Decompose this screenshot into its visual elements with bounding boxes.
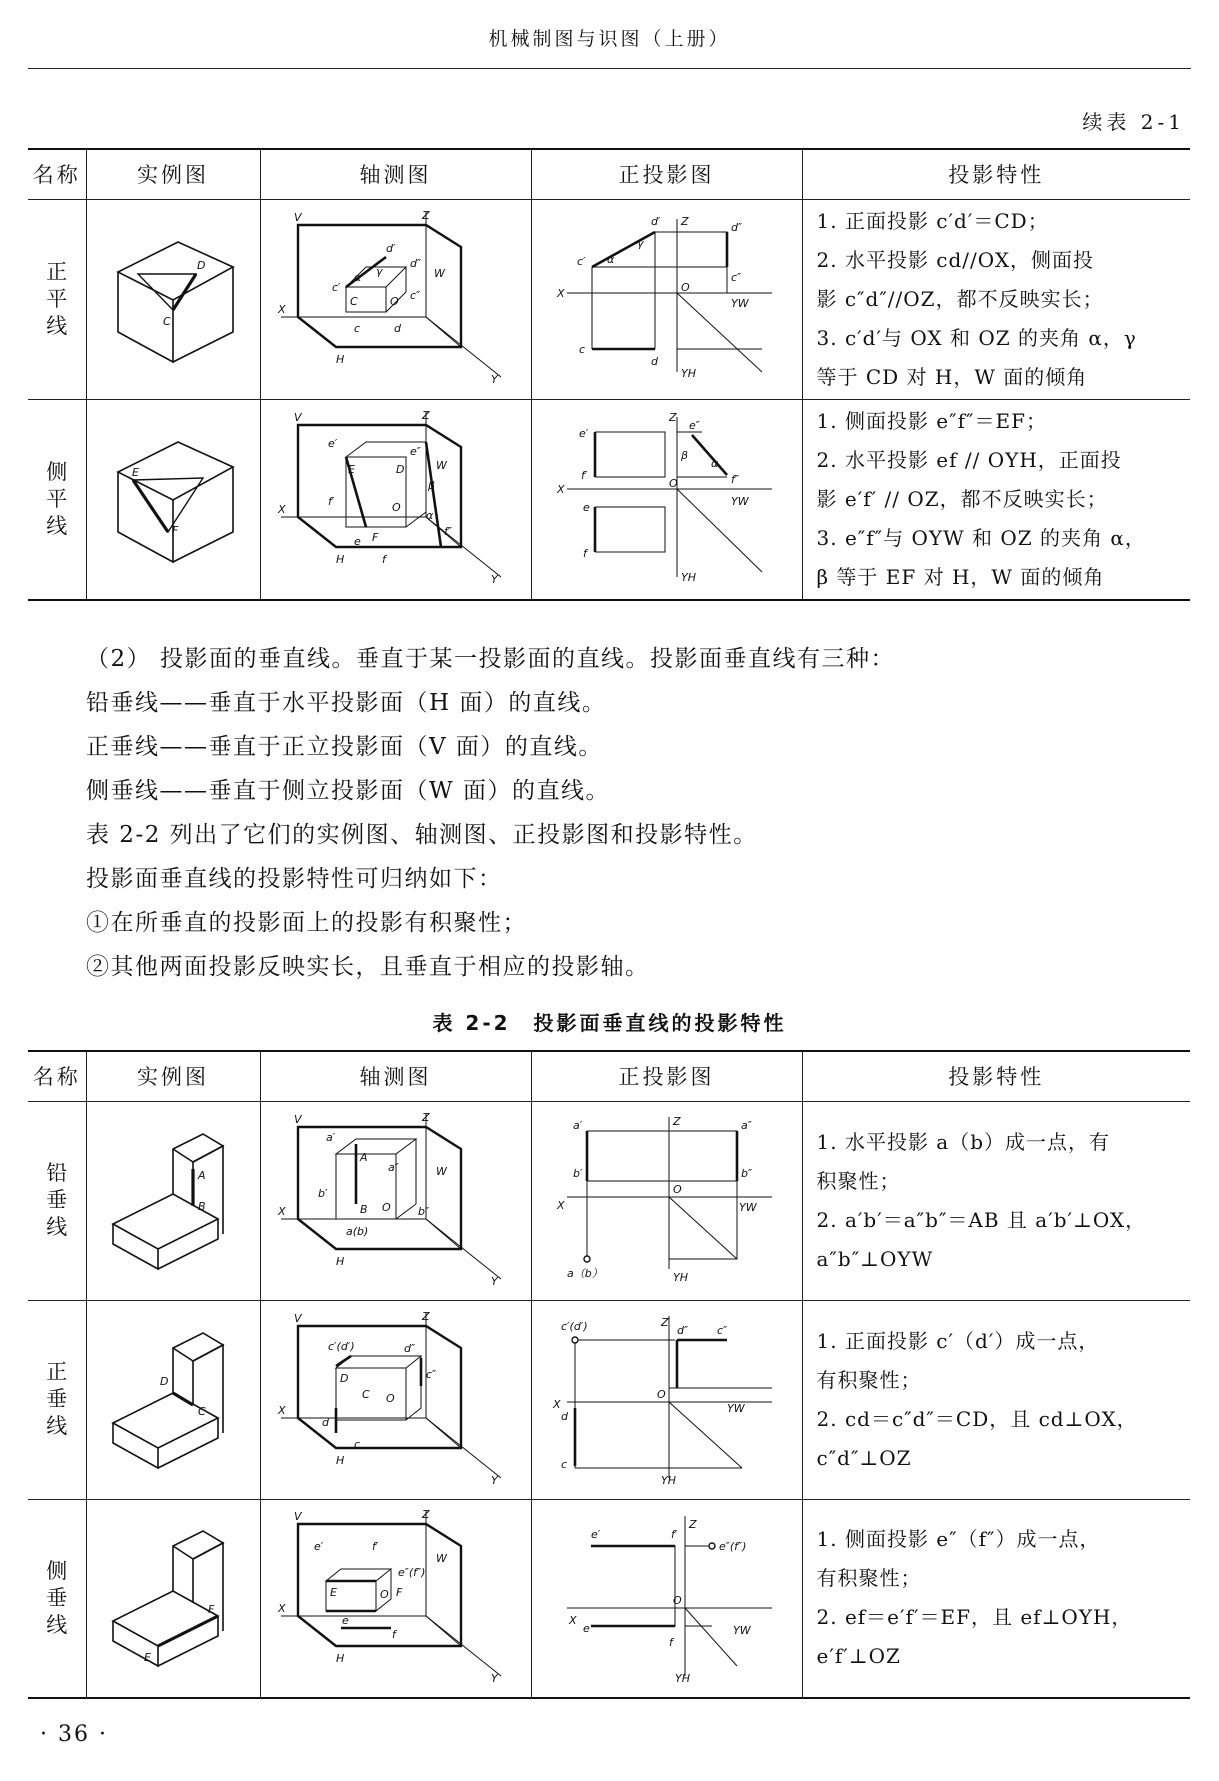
running-head: 机械制图与识图（上册） (488, 28, 731, 50)
table-row (28, 1499, 1190, 1698)
vertical-line-axonometric-drawing (276, 1109, 516, 1289)
figure-label: α (353, 271, 361, 284)
figure-label: X (568, 1614, 577, 1628)
figure-label: f″ (730, 473, 739, 486)
profile-perpendicular-axonometric-drawing (276, 1506, 516, 1686)
figure-label: O (672, 1182, 682, 1196)
figure-label: c′ (331, 281, 341, 294)
table-row (28, 399, 1190, 600)
figure-label: d′ (650, 215, 660, 228)
figure-label: b″ (740, 1166, 752, 1180)
figure-label: B (198, 1199, 206, 1213)
figure-label: D (339, 1371, 348, 1385)
profile-line-example-drawing (98, 422, 248, 572)
table-row (28, 1300, 1190, 1499)
figure-label: a′ (572, 1118, 582, 1132)
figure-label: H (335, 353, 344, 366)
figure-label: Z (668, 411, 677, 424)
figure-label: β (680, 449, 688, 462)
figure-label: O (389, 295, 399, 308)
figure-label: Z (672, 1114, 681, 1128)
figure-label: Z (680, 215, 689, 228)
figure-label: X (552, 1397, 561, 1411)
figure-label: c″ (730, 271, 741, 284)
example-figure (86, 1499, 260, 1698)
header-properties: 投影特性 (802, 1051, 1190, 1101)
figure-label: Y (490, 1672, 498, 1686)
figure-label: c (578, 343, 585, 356)
figure-label: X (556, 287, 565, 300)
figure-label: Z (421, 1110, 430, 1124)
figure-label: d″ (403, 1341, 415, 1355)
frontal-perpendicular-orthographic-drawing (547, 1308, 787, 1488)
figure-label: YH (674, 1672, 690, 1686)
figure-label: f′ (371, 1540, 378, 1554)
property-list: 1. 侧面投影 e″（f″）成一点， 有积聚性； 2. ef＝e′f′＝EF，且 ef⊥OYH， e′f′⊥OZ (802, 1499, 1190, 1698)
figure-label: Z (421, 1508, 430, 1522)
header-properties: 投影特性 (802, 149, 1190, 199)
header-example: 实例图 (86, 1051, 260, 1101)
figure-label: X (277, 1602, 286, 1616)
figure-label: X (556, 1198, 565, 1212)
figure-label: f′ (580, 469, 587, 482)
vertical-line-orthographic-drawing (547, 1109, 787, 1289)
figure-label: C (198, 1404, 206, 1418)
figure-label: Z (421, 1309, 430, 1323)
orthographic-figure (531, 1499, 802, 1698)
figure-label: A (198, 1168, 206, 1182)
figure-label: e″ (409, 445, 421, 458)
figure-label: V (293, 1311, 302, 1325)
example-figure (86, 399, 260, 600)
figure-label: f (668, 1636, 673, 1650)
figure-label: f (381, 553, 386, 566)
figure-label: O (379, 1588, 389, 1602)
paragraph: 投影面垂直线的投影特性可归纳如下： (86, 866, 503, 892)
frontal-line-axonometric-drawing (276, 207, 516, 387)
figure-label: a″ (387, 1160, 399, 1174)
figure-label: F (371, 531, 378, 544)
figure-label: c′(d′) (560, 1319, 588, 1333)
row-name: 正 平 线 (28, 199, 86, 399)
header-example: 实例图 (86, 149, 260, 199)
profile-line-axonometric-drawing (276, 407, 516, 587)
page-number: · 36 · (40, 1722, 108, 1747)
axonometric-figure (260, 1300, 531, 1499)
figure-label: e′ (313, 1540, 323, 1554)
figure-label: H (335, 553, 344, 566)
profile-perpendicular-example-drawing (98, 1521, 248, 1671)
figure-label: YH (672, 1270, 688, 1284)
figure-label: YH (680, 367, 696, 380)
figure-label: X (277, 503, 286, 516)
figure-label: e″ (688, 419, 700, 432)
orthographic-figure (531, 399, 802, 600)
figure-label: α (606, 253, 614, 266)
figure-label: X (277, 303, 286, 316)
figure-label: a(b) (345, 1224, 368, 1238)
figure-label: b′ (317, 1186, 327, 1200)
figure-label: f (582, 547, 587, 560)
figure-label: Y (490, 1473, 498, 1487)
header-orthographic: 正投影图 (531, 1051, 802, 1101)
figure-label: Z (660, 1315, 669, 1329)
figure-label: a′ (325, 1130, 335, 1144)
orthographic-figure (531, 1101, 802, 1300)
figure-label: X (556, 483, 565, 496)
figure-label: Z (688, 1518, 697, 1532)
figure-label: e″(f″) (718, 1540, 746, 1554)
figure-label: B (359, 1202, 368, 1216)
figure-label: C (349, 295, 358, 308)
paragraph: 侧垂线——垂直于侧立投影面（W 面）的直线。 (86, 778, 610, 804)
example-figure (86, 199, 260, 399)
figure-label: b″ (417, 1204, 429, 1218)
figure-label: c″ (425, 1367, 436, 1381)
paragraph: ②其他两面投影反映实长，且垂直于相应的投影轴。 (86, 954, 650, 980)
continued-table-label: 续表 2-1 (1082, 110, 1185, 134)
figure-label: c′ (576, 255, 586, 268)
figure-label: Y (490, 373, 498, 386)
figure-label: c (353, 322, 360, 335)
figure-label: e′ (590, 1528, 600, 1542)
figure-label: YH (660, 1473, 676, 1487)
figure-label: YW (738, 1200, 757, 1214)
figure-label: D (160, 1374, 169, 1388)
figure-label: e′ (578, 427, 588, 440)
figure-label: Z (421, 409, 430, 422)
figure-label: H (335, 1254, 344, 1268)
figure-label: C (163, 315, 171, 328)
figure-label: f″ (443, 525, 452, 538)
figure-label: a（b） (566, 1266, 603, 1280)
figure-label: O (391, 501, 401, 514)
figure-label: d″ (409, 257, 421, 270)
paragraph: 表 2-2 列出了它们的实例图、轴测图、正投影图和投影特性。 (86, 822, 758, 848)
figure-label: d (650, 355, 658, 368)
figure-label: Z (421, 209, 430, 222)
figure-label: c (560, 1457, 567, 1471)
figure-label: YW (732, 1624, 751, 1638)
example-figure (86, 1101, 260, 1300)
figure-label: V (293, 411, 302, 424)
profile-line-orthographic-drawing (547, 407, 787, 587)
property-list: 1. 正面投影 c′（d′）成一点， 有积聚性； 2. cd＝c″d″＝CD，且 cd⊥OX， c″d″⊥OZ (802, 1300, 1190, 1499)
table-2-1-continued (28, 148, 1190, 601)
figure-label: c″ (716, 1323, 727, 1337)
figure-label: d (560, 1409, 568, 1423)
row-name: 侧 垂 线 (28, 1499, 86, 1698)
figure-label: D (197, 259, 206, 272)
example-figure (86, 1300, 260, 1499)
figure-label: O (672, 1594, 682, 1608)
profile-perpendicular-orthographic-drawing (547, 1506, 787, 1686)
figure-label: W (435, 459, 447, 472)
figure-label: A (359, 1150, 368, 1164)
paragraph: 铅垂线——垂直于水平投影面（H 面）的直线。 (86, 690, 607, 716)
frontal-line-example-drawing (98, 222, 248, 372)
figure-label: W (433, 267, 445, 280)
figure-label: e (341, 1614, 349, 1628)
table-2-2 (28, 1050, 1190, 1699)
figure-label: α (710, 457, 718, 470)
property-list: 1. 正面投影 c′d′＝CD； 2. 水平投影 cd//OX，侧面投 影 c″d″//OZ，都不反映实长； 3. c′d′与 OX 和 OZ 的夹角 α，γ 等于 CD 对 H，W 面的倾角 (802, 199, 1190, 399)
figure-label: X (277, 1204, 286, 1218)
axonometric-figure (260, 1499, 531, 1698)
figure-label: e′ (327, 437, 337, 450)
figure-label: b′ (572, 1166, 582, 1180)
figure-label: β (427, 479, 435, 492)
header-rule (28, 68, 1191, 69)
figure-label: O (385, 1391, 395, 1405)
figure-label: E (144, 1651, 151, 1665)
figure-label: F (208, 1603, 215, 1617)
figure-label: γ (375, 265, 383, 278)
paragraph: 正垂线——垂直于正立投影面（V 面）的直线。 (86, 734, 603, 760)
figure-label: e (353, 535, 361, 548)
header-orthographic: 正投影图 (531, 149, 802, 199)
orthographic-figure (531, 1300, 802, 1499)
figure-label: f′ (327, 495, 334, 508)
figure-label: c″ (409, 289, 420, 302)
header-axonometric: 轴测图 (260, 149, 531, 199)
figure-label: V (293, 1112, 302, 1126)
header-axonometric: 轴测图 (260, 1051, 531, 1101)
figure-label: E (132, 466, 139, 479)
table-row (28, 199, 1190, 399)
property-list: 1. 侧面投影 e″f″＝EF； 2. 水平投影 ef // OYH，正面投 影 e′f′ // OZ，都不反映实长； 3. e″f″与 OYW 和 OZ 的夹角 α， β 等于 EF 对 H，W 面的倾角 (802, 399, 1190, 600)
figure-label: e″(f″) (397, 1566, 425, 1580)
figure-label: X (277, 1403, 286, 1417)
frontal-perpendicular-example-drawing (98, 1323, 248, 1473)
figure-label: C (361, 1387, 370, 1401)
frontal-line-orthographic-drawing (547, 207, 787, 387)
orthographic-figure (531, 199, 802, 399)
figure-label: d (321, 1415, 329, 1429)
header-name: 名称 (28, 149, 86, 199)
figure-label: d″ (676, 1323, 688, 1337)
figure-label: α (425, 509, 433, 522)
table-row (28, 1101, 1190, 1300)
figure-label: Y (490, 1274, 498, 1288)
figure-label: H (335, 1652, 344, 1666)
axonometric-figure (260, 399, 531, 600)
figure-label: e (582, 501, 590, 514)
figure-label: c (353, 1437, 360, 1451)
figure-label: O (680, 281, 690, 294)
figure-label: YW (730, 495, 749, 508)
figure-label: F (172, 524, 179, 537)
figure-label: V (293, 211, 302, 224)
figure-label: f (391, 1628, 396, 1642)
row-name: 正 垂 线 (28, 1300, 86, 1499)
figure-label: H (335, 1453, 344, 1467)
vertical-line-example-drawing (98, 1124, 248, 1274)
figure-label: O (381, 1200, 391, 1214)
figure-label: W (435, 1164, 447, 1178)
figure-label: E (329, 1586, 337, 1600)
figure-label: e (582, 1622, 590, 1636)
figure-label: E (347, 463, 355, 476)
figure-label: V (293, 1510, 302, 1524)
axonometric-figure (260, 1101, 531, 1300)
property-list: 1. 水平投影 a（b）成一点，有 积聚性； 2. a′b′＝a″b″＝AB 且 a′b′⊥OX， a″b″⊥OYW (802, 1101, 1190, 1300)
axonometric-figure (260, 199, 531, 399)
frontal-perpendicular-axonometric-drawing (276, 1308, 516, 1488)
paragraph: ①在所垂直的投影面上的投影有积聚性； (86, 910, 527, 936)
figure-label: D (395, 463, 404, 476)
figure-label: d′ (385, 242, 395, 255)
figure-label: d (393, 322, 401, 335)
figure-label: O (656, 1387, 666, 1401)
figure-label: γ (636, 237, 644, 250)
figure-label: F (395, 1586, 402, 1600)
row-name: 铅 垂 线 (28, 1101, 86, 1300)
figure-label: YW (730, 297, 749, 310)
figure-label: a″ (740, 1118, 752, 1132)
figure-label: YH (680, 571, 696, 584)
row-name: 侧 平 线 (28, 399, 86, 600)
figure-label: YW (726, 1401, 745, 1415)
figure-label: f′ (670, 1528, 677, 1542)
header-name: 名称 (28, 1051, 86, 1101)
figure-label: W (435, 1552, 447, 1566)
body-text (86, 637, 895, 989)
paragraph: （2） 投影面的垂直线。垂直于某一投影面的直线。投影面垂直线有三种： (86, 646, 895, 672)
figure-label: Y (490, 573, 498, 586)
figure-label: O (668, 477, 678, 490)
figure-label: d″ (730, 221, 742, 234)
figure-label: c′(d′) (327, 1339, 355, 1353)
table-2-2-caption: 表 2-2 投影面垂直线的投影特性 (432, 1011, 787, 1035)
